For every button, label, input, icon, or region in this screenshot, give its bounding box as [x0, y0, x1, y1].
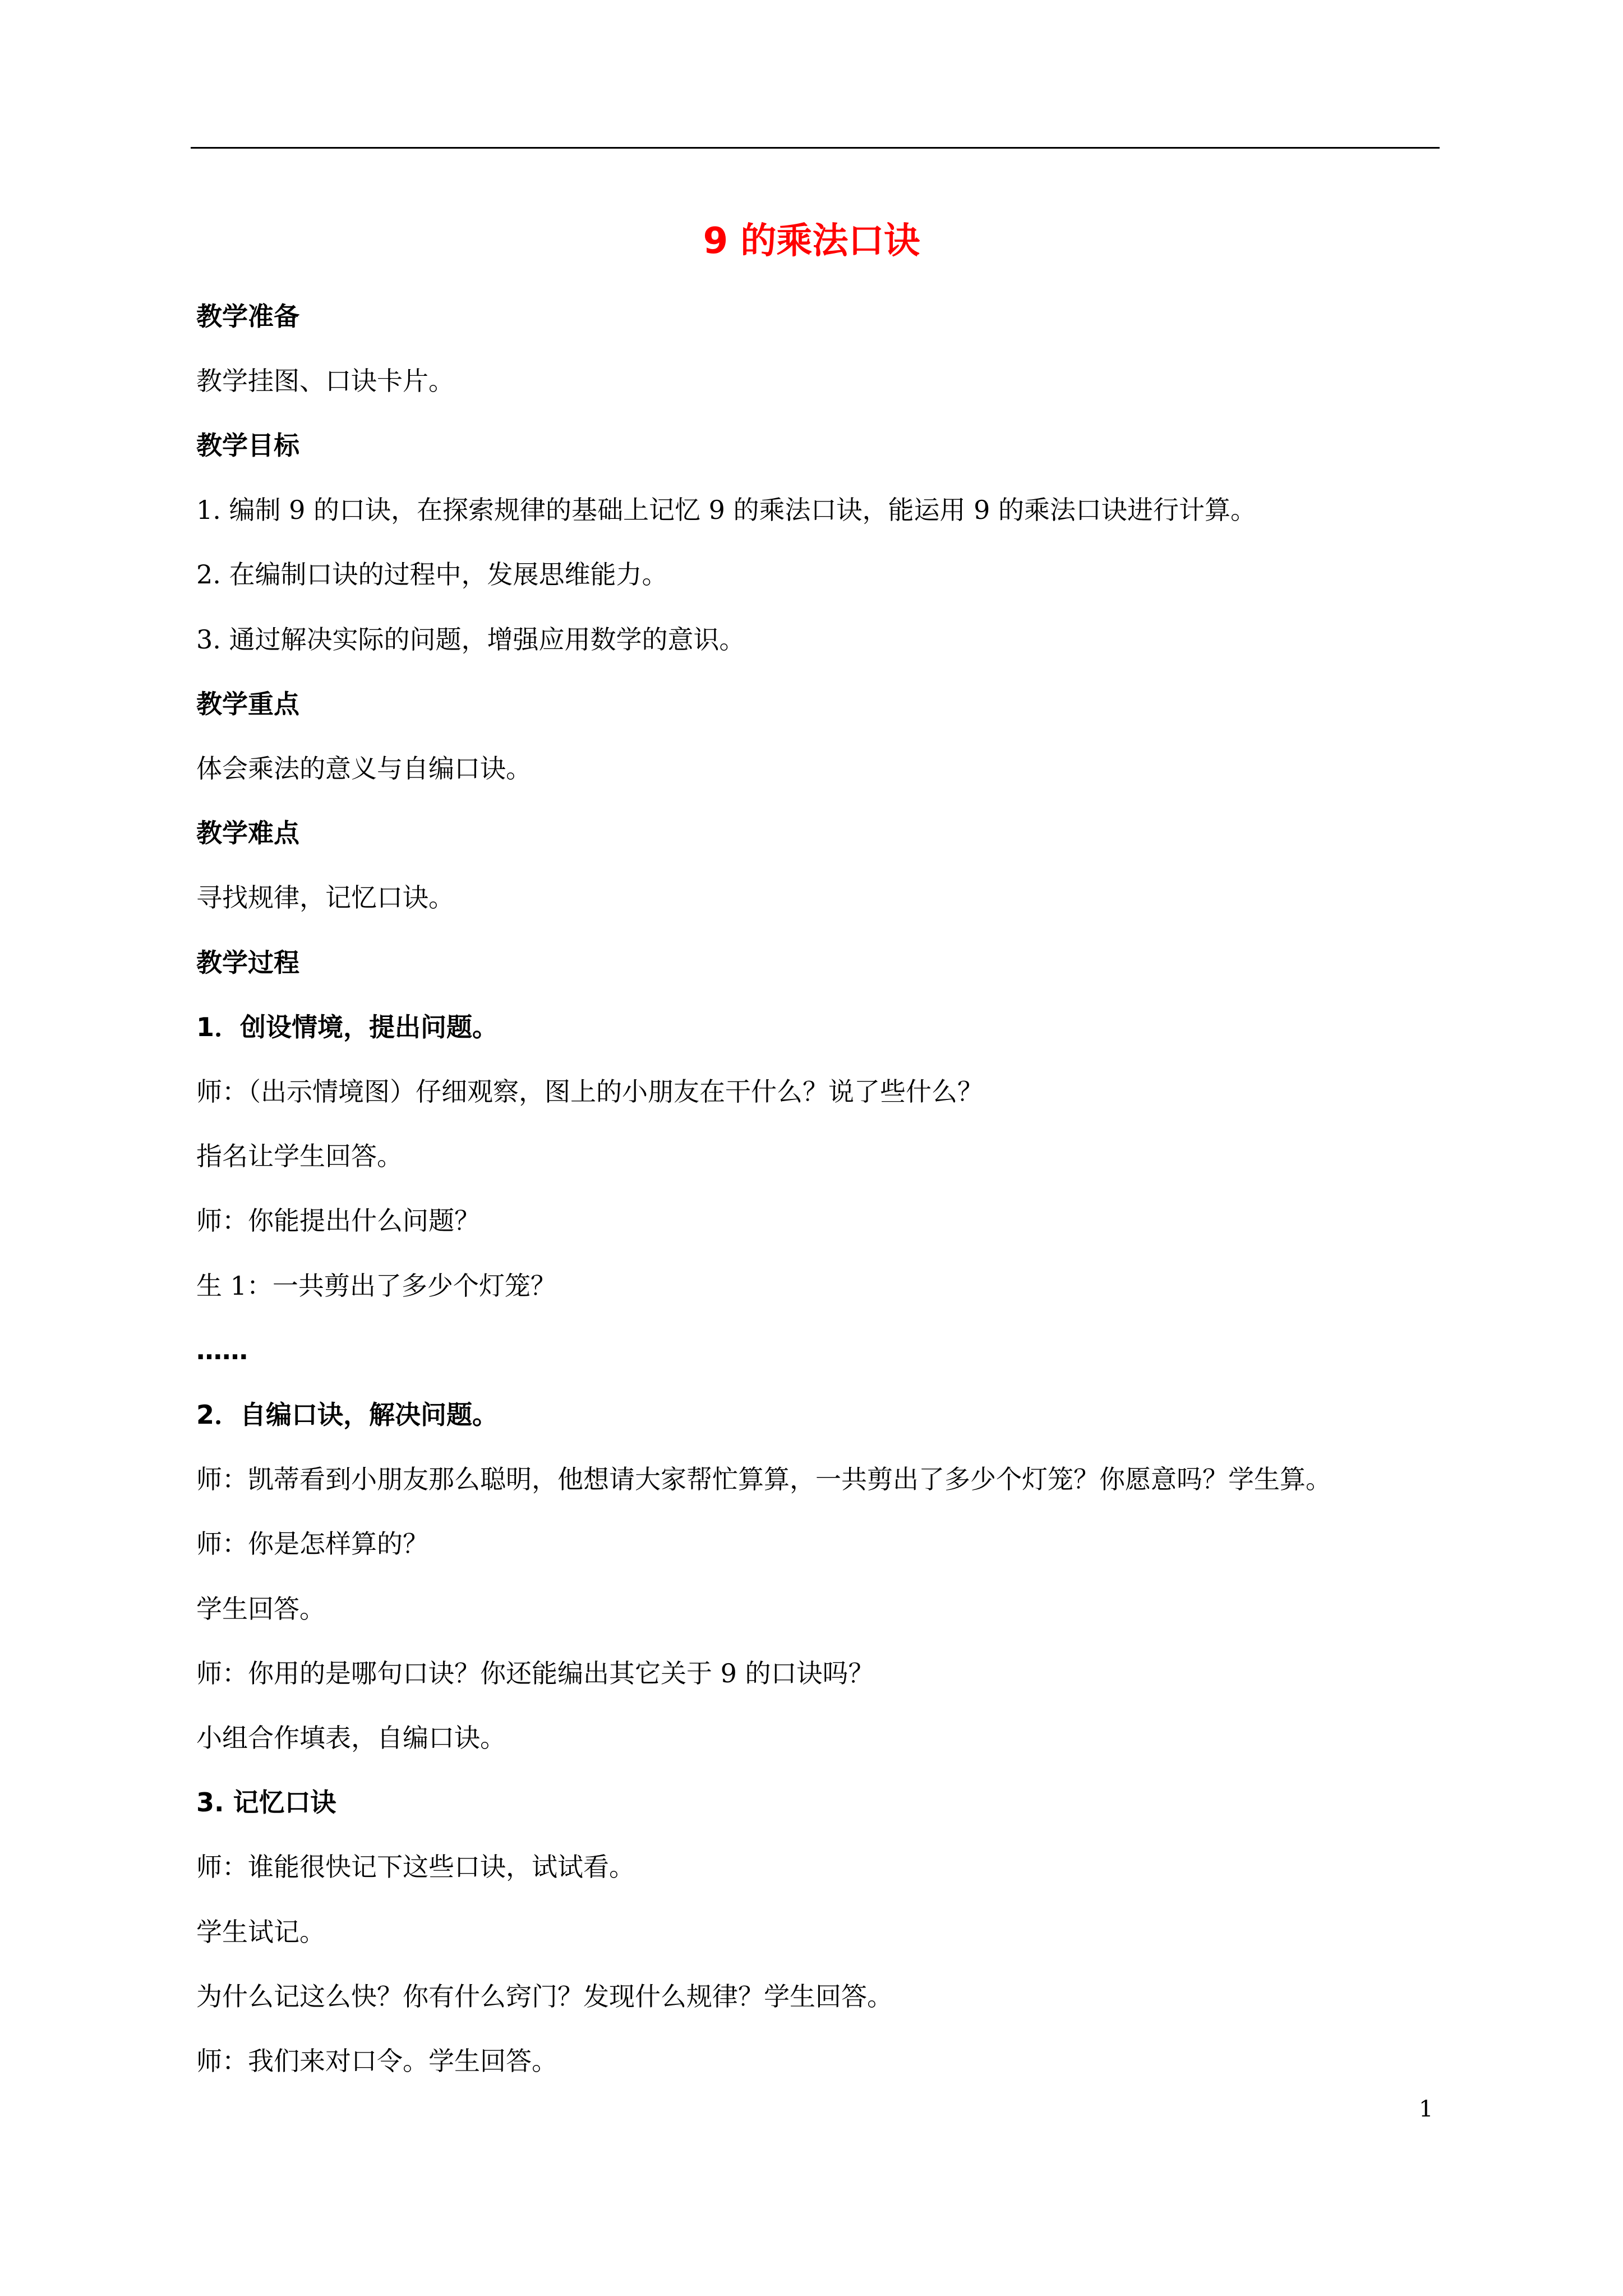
step2-line-2: 师：你是怎样算的？	[196, 1529, 428, 1559]
document-title: 9 的乘法口诀	[703, 220, 920, 262]
section-heading-prep: 教学准备	[196, 301, 299, 332]
step1-heading: 1．创设情境，提出问题。	[196, 1012, 499, 1042]
step2-line-1: 师：凯蒂看到小朋友那么聪明，他想请大家帮忙算算，一共剪出了多少个灯笼？你愿意吗？学生算。	[196, 1464, 1331, 1494]
step3-heading: 3. 记忆口诀	[196, 1787, 336, 1818]
step2-line-5: 小组合作填表，自编口诀。	[196, 1723, 506, 1753]
prep-text: 教学挂图、口诀卡片。	[196, 366, 454, 396]
section-heading-goals: 教学目标	[196, 430, 299, 461]
step2-heading: 2．自编口诀，解决问题。	[196, 1400, 499, 1430]
step2-line-3: 学生回答。	[196, 1594, 325, 1624]
goal-item-2: 2. 在编制口诀的过程中，发展思维能力。	[196, 559, 668, 590]
step3-line-4: 师：我们来对口令。学生回答。	[196, 2046, 557, 2076]
step2-line-4: 师：你用的是哪句口诀？你还能编出其它关于 9 的口诀吗？	[196, 1658, 874, 1688]
section-heading-process: 教学过程	[196, 947, 299, 978]
page-number: 1	[1419, 2096, 1433, 2122]
step1-ellipsis: ……	[196, 1335, 248, 1365]
goal-item-3: 3. 通过解决实际的问题，增强应用数学的意识。	[196, 624, 745, 655]
step3-line-3: 为什么记这么快？你有什么窍门？发现什么规律？学生回答。	[196, 1981, 893, 2012]
header-rule	[191, 147, 1440, 149]
step1-line-2: 指名让学生回答。	[196, 1141, 403, 1171]
difficult-text: 寻找规律，记忆口诀。	[196, 882, 454, 913]
section-heading-key: 教学重点	[196, 689, 299, 719]
section-heading-difficult: 教学难点	[196, 818, 299, 848]
step1-line-1: 师：（出示情境图）仔细观察，图上的小朋友在干什么？说了些什么？	[196, 1076, 983, 1107]
step1-line-4: 生 1：一共剪出了多少个灯笼？	[196, 1271, 556, 1301]
key-text: 体会乘法的意义与自编口诀。	[196, 753, 532, 784]
goal-item-1: 1. 编制 9 的口诀，在探索规律的基础上记忆 9 的乘法口诀，能运用 9 的乘法口诀进行计算。	[196, 495, 1257, 525]
step3-line-2: 学生试记。	[196, 1917, 325, 1947]
step1-line-3: 师：你能提出什么问题？	[196, 1205, 480, 1236]
step3-line-1: 师：谁能很快记下这些口诀，试试看。	[196, 1852, 635, 1882]
